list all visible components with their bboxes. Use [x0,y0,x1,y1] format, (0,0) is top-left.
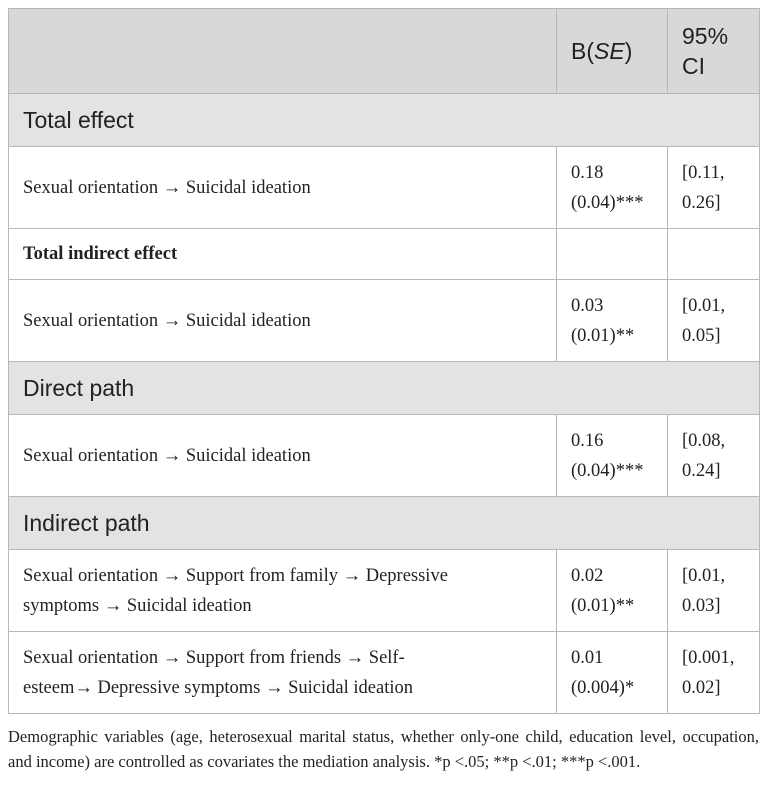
se-value: (0.01)** [571,595,635,616]
table-row [9,632,760,714]
path-cell: Sexual orientation → Suicidal ideation [9,280,557,362]
empty-cell [668,229,760,280]
b-se-cell [557,550,668,632]
ci-lower: [0.01, [682,565,726,586]
ci-upper: 0.03] [682,595,721,616]
b-se-cell [557,415,668,497]
table-row [9,280,760,362]
section-row-direct-path [9,362,760,415]
header-ci-line1: 95% [682,23,729,49]
ci-cell [668,632,760,714]
b-value: 0.01 [571,647,604,668]
ci-lower: [0.11, [682,162,725,183]
ci-cell [668,415,760,497]
table-row-subheading [9,229,760,280]
ci-upper: 0.02] [682,677,721,698]
header-b-suffix: ) [624,38,633,64]
section-row-total-effect [9,94,760,147]
path-cell: Sexual orientation → Suicidal ideation [9,147,557,229]
b-se-cell [557,632,668,714]
header-se-italic: SE [594,38,625,64]
header-b-prefix: B( [571,38,594,64]
subheading-cell: Total indirect effect [9,229,557,280]
se-value: (0.01)** [571,325,635,346]
b-se-cell [557,147,668,229]
ci-cell [668,147,760,229]
section-row-indirect-path [9,497,760,550]
se-value: (0.004)* [571,677,635,698]
b-value: 0.02 [571,565,604,586]
b-value: 0.03 [571,295,604,316]
ci-upper: 0.24] [682,460,721,481]
section-title: Direct path [9,362,760,415]
header-path [9,9,557,94]
ci-upper: 0.05] [682,325,721,346]
b-se-cell [557,280,668,362]
empty-cell [557,229,668,280]
mediation-table-container [8,8,759,774]
path-line2: symptoms → Suicidal ideation [23,595,252,616]
path-cell [9,550,557,632]
path-line1: Sexual orientation → Support from family → Depressive [23,565,448,586]
ci-lower: [0.08, [682,430,726,451]
ci-upper: 0.26] [682,192,721,213]
header-row [9,9,760,94]
se-value: (0.04)*** [571,192,644,213]
path-cell: Sexual orientation → Suicidal ideation [9,415,557,497]
table-row [9,415,760,497]
b-value: 0.16 [571,430,604,451]
path-line1: Sexual orientation → Support from friends → Self- [23,647,405,668]
b-value: 0.18 [571,162,604,183]
se-value: (0.04)*** [571,460,644,481]
header-ci-line2: CI [682,53,705,79]
header-ci [668,9,760,94]
section-title: Indirect path [9,497,760,550]
header-b-se [557,9,668,94]
path-cell [9,632,557,714]
ci-cell [668,550,760,632]
ci-lower: [0.001, [682,647,735,668]
ci-lower: [0.01, [682,295,726,316]
table-row [9,550,760,632]
table-row [9,147,760,229]
table-footnote: Demographic variables (age, heterosexual marital status, whether only-one child, education level, occupation, and income) are controlled as covariates the mediation analysis. *p <.05; **p <.01; ***p <.001. [8,727,759,771]
mediation-table [8,8,760,714]
path-line2: esteem→ Depressive symptoms → Suicidal ideation [23,677,413,698]
ci-cell [668,280,760,362]
section-title: Total effect [9,94,760,147]
